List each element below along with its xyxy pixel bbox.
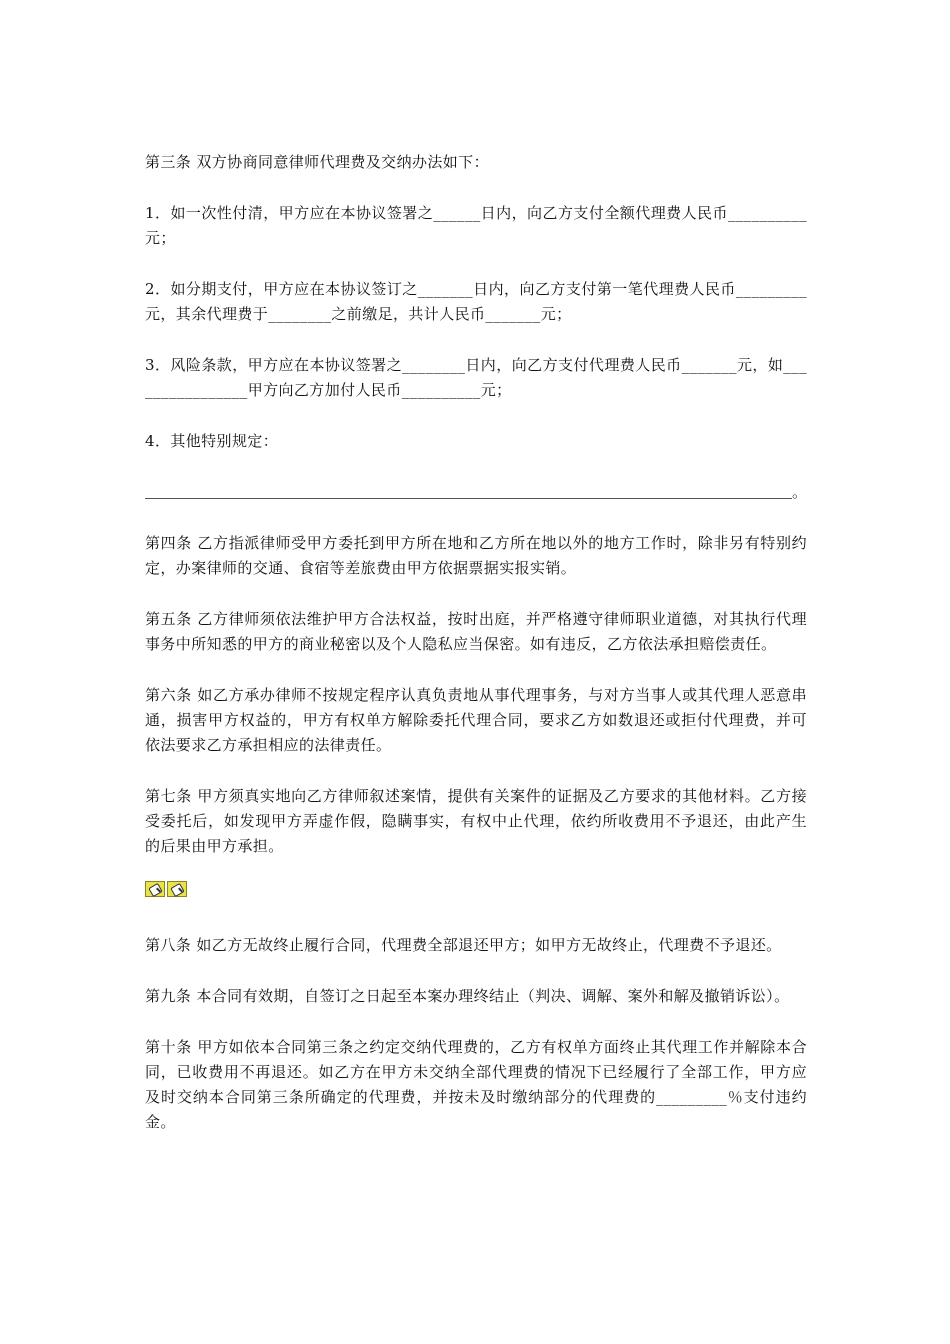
- line-end-mark: 。: [791, 483, 807, 501]
- clause-3-item-3: 3．风险条款，甲方应在本协议签署之________日内，向乙方支付代理费人民币_______元，如________________甲方向乙方加付人民币__________元；: [145, 356, 807, 399]
- clause-5: 第五条 乙方律师须依法维护甲方合法权益，按时出庭，并严格遵守律师职业道德，对其执行代理事务中所知悉的甲方的商业秘密以及个人隐私应当保密。如有违反，乙方依法承担赔偿责任。: [145, 610, 807, 653]
- edit-icons: [145, 881, 807, 899]
- clause-3-item-1: 1．如一次性付清，甲方应在本协议签署之______日内，向乙方支付全额代理费人民币__________元；: [145, 204, 807, 247]
- clause-6: 第六条 如乙方承办律师不按规定程序认真负责地从事代理事务，与对方当事人或其代理人恶意串通，损害甲方权益的，甲方有权单方解除委托代理合同，要求乙方如数退还或拒付代理费，并可依法要求乙方承担相应的法律责任。: [145, 686, 807, 754]
- edit-icon[interactable]: [145, 881, 165, 897]
- clause-3-item-2: 2．如分期支付，甲方应在本协议签订之_______日内，向乙方支付第一笔代理费人民币_________元，其余代理费于________之前缴足，共计人民币_______元；: [145, 280, 807, 323]
- clause-8: 第八条 如乙方无故终止履行合同，代理费全部退还甲方；如甲方无故终止，代理费不予退还。: [145, 936, 782, 954]
- clause-10: 第十条 甲方如依本合同第三条之约定交纳代理费的，乙方有权单方面终止其代理工作并解除本合同，已收费用不再退还。如乙方在甲方未交纳全部代理费的情况下已经履行了全部工作，甲方应及时交纳本合同第三条所确定的代理费，并按未及时缴纳部分的代理费的_________％支付违约金。: [145, 1038, 807, 1131]
- fill-in-line: [145, 480, 807, 505]
- clause-3-item-4: 4．其他特别规定：: [145, 432, 279, 450]
- clause-4: 第四条 乙方指派律师受甲方委托到甲方所在地和乙方所在地以外的地方工作时，除非另有特别约定，办案律师的交通、食宿等差旅费由甲方依据票据实报实销。: [145, 534, 807, 577]
- contract-body: [145, 150, 807, 1135]
- clause-9: 第九条 本合同有效期，自签订之日起至本案办理终结止（判决、调解、案外和解及撤销诉讼）。: [145, 987, 790, 1005]
- clause-7: 第七条 甲方须真实地向乙方律师叙述案情，提供有关案件的证据及乙方要求的其他材料。乙方接受委托后，如发现甲方弄虚作假，隐瞒事实，有权中止代理，依约所收费用不予退还，由此产生的后果由甲方承担。: [145, 787, 807, 855]
- edit-icon[interactable]: [167, 881, 187, 897]
- blank-rule: [145, 498, 792, 499]
- clause-3-title: 第三条 双方协商同意律师代理费及交纳办法如下：: [145, 153, 489, 171]
